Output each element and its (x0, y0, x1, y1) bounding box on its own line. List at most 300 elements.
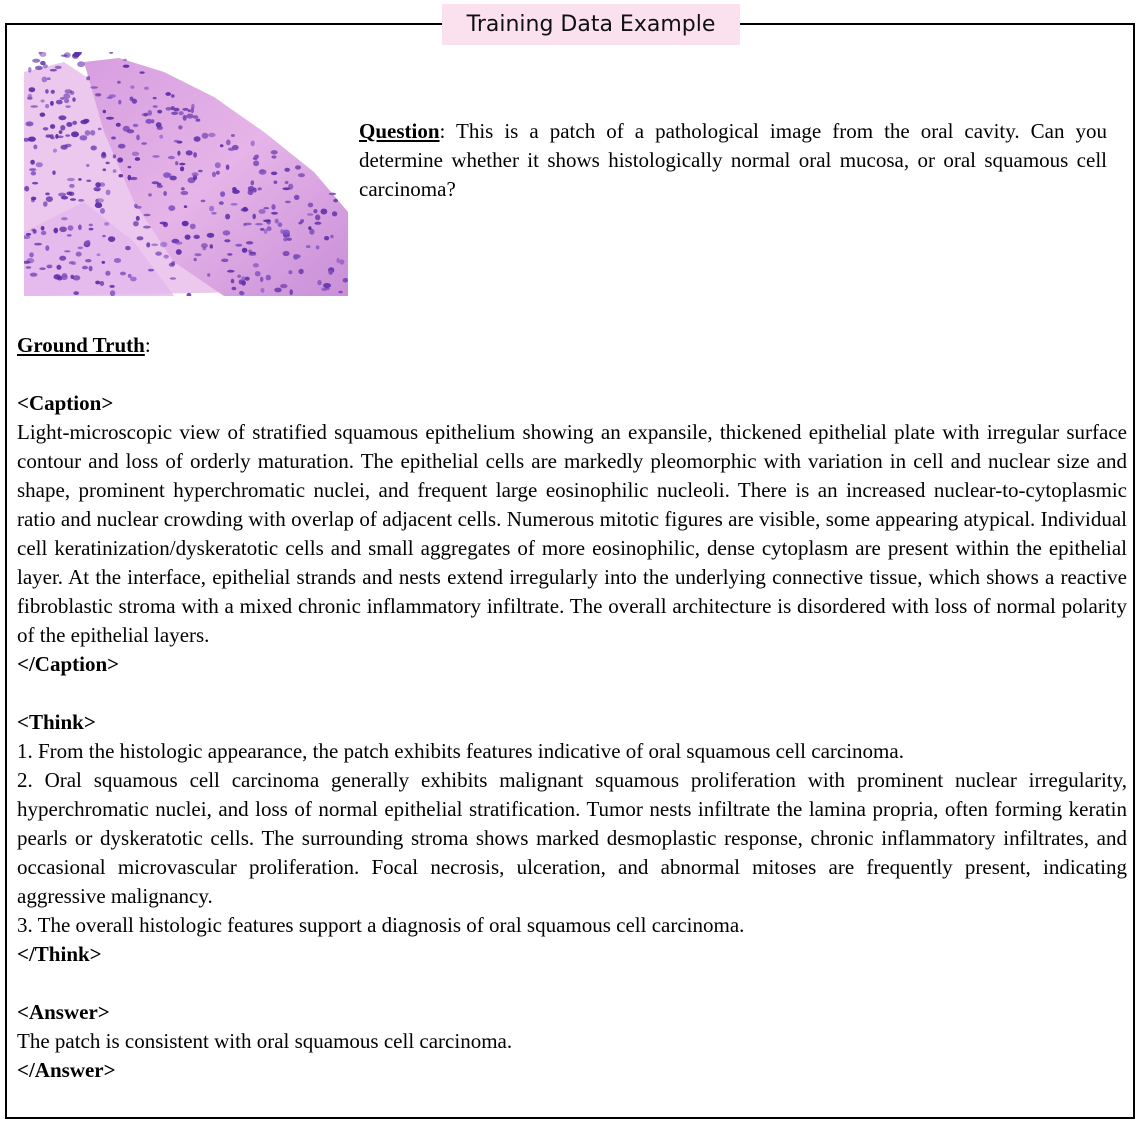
nucleus-dot (194, 136, 201, 142)
nucleus-dot (47, 77, 51, 80)
nucleus-dot (106, 162, 110, 165)
nucleus-dot (60, 125, 65, 131)
nucleus-dot (290, 289, 293, 295)
nucleus-dot (52, 171, 55, 175)
nucleus-dot (309, 229, 314, 235)
nucleus-dot (193, 115, 199, 118)
nucleus-dot (163, 172, 170, 178)
nucleus-dot (328, 270, 333, 275)
nucleus-dot (231, 203, 238, 206)
nucleus-dot (61, 196, 68, 200)
nucleus-dot (71, 131, 79, 137)
nucleus-dot (78, 225, 82, 231)
nucleus-dot (36, 162, 43, 167)
nucleus-dot (83, 119, 89, 123)
nucleus-dot (31, 171, 36, 175)
nucleus-dot (89, 266, 93, 272)
nucleus-dot (338, 291, 342, 294)
nucleus-dot (198, 170, 203, 173)
nucleus-dot (175, 241, 182, 244)
nucleus-dot (103, 110, 106, 114)
nucleus-dot (226, 140, 231, 146)
nucleus-dot (100, 208, 105, 214)
nucleus-dot (78, 247, 84, 250)
nucleus-dot (114, 258, 121, 263)
nucleus-dot (332, 211, 337, 216)
nucleus-dot (30, 273, 38, 277)
nucleus-dot (271, 150, 278, 154)
nucleus-dot (67, 234, 72, 236)
nucleus-dot (130, 85, 134, 88)
nucleus-dot (228, 148, 235, 151)
nucleus-dot (223, 230, 231, 235)
nucleus-dot (72, 121, 77, 125)
nucleus-dot (248, 190, 254, 196)
nucleus-dot (41, 231, 46, 235)
question-label: Question (359, 119, 440, 143)
nucleus-dot (51, 90, 55, 94)
nucleus-dot (308, 203, 313, 208)
nucleus-dot (98, 128, 102, 131)
nucleus-dot (106, 117, 114, 120)
nucleus-dot (72, 97, 75, 101)
nucleus-dot (288, 184, 293, 190)
nucleus-dot (181, 187, 185, 190)
nucleus-dot (285, 201, 291, 204)
nucleus-dot (27, 97, 33, 100)
nucleus-dot (104, 222, 109, 226)
nucleus-dot (54, 228, 59, 234)
nucleus-dot (171, 261, 175, 265)
nucleus-dot (86, 180, 91, 182)
nucleus-dot (231, 134, 235, 137)
nucleus-dot (202, 133, 209, 139)
nucleus-dot (255, 271, 261, 276)
nucleus-dot (339, 259, 344, 264)
nucleus-dot (133, 221, 139, 226)
nucleus-dot (255, 223, 263, 225)
nucleus-dot (65, 134, 70, 136)
nucleus-dot (168, 205, 175, 211)
nucleus-dot (108, 236, 115, 242)
nucleus-dot (145, 119, 152, 124)
nucleus-dot (30, 160, 35, 165)
nucleus-dot (260, 277, 263, 282)
nucleus-dot (41, 100, 45, 103)
think-step-1: 1. From the histologic appearance, the patch exhibits features indicative of oral squamous cell carcinoma. (17, 739, 904, 763)
nucleus-dot (62, 273, 68, 278)
nucleus-dot (171, 112, 178, 115)
nucleus-dot (69, 261, 75, 264)
nucleus-dot (313, 209, 317, 213)
nucleus-dot (182, 221, 189, 227)
nucleus-dot (239, 292, 245, 296)
nucleus-dot (117, 81, 121, 84)
nucleus-dot (76, 252, 82, 257)
nucleus-dot (64, 250, 70, 252)
nucleus-dot (101, 153, 107, 159)
nucleus-dot (95, 281, 100, 285)
nucleus-dot (152, 155, 159, 158)
nucleus-dot (324, 236, 329, 240)
nucleus-dot (50, 101, 54, 106)
nucleus-dot (46, 196, 53, 202)
nucleus-dot (117, 157, 123, 162)
nucleus-dot (196, 119, 201, 122)
nucleus-dot (34, 243, 42, 246)
nucleus-dot (307, 213, 314, 215)
nucleus-dot (95, 202, 102, 208)
nucleus-dot (73, 53, 80, 58)
nucleus-dot (298, 269, 303, 274)
nucleus-dot (135, 206, 142, 209)
nucleus-dot (26, 233, 31, 236)
nucleus-dot (284, 168, 290, 172)
nucleus-dot (93, 187, 101, 191)
nucleus-dot (271, 155, 276, 158)
nucleus-dot (274, 288, 281, 293)
nucleus-dot (266, 275, 271, 281)
nucleus-dot (239, 280, 243, 285)
nucleus-dot (96, 198, 104, 202)
nucleus-dot (110, 290, 115, 296)
think-step-2: 2. Oral squamous cell carcinoma generally exhibits malignant squamous proliferation with prominent nuclear irregularity, hyperchromatic nuclei, and loss of normal epithelial stratification. Tumor nests infiltrate the lamina propria, often forming keratin pearls or dyskeratotic cells. The surrounding stroma shows marked desmoplastic response, chronic inflammatory infiltrates, and occasional microvascular proliferation. Focal necrosis, ulceration, and abnormal mitoses are frequently present, indicating aggressive malignancy. (17, 768, 1127, 908)
nucleus-dot (107, 97, 113, 99)
nucleus-dot (183, 115, 187, 121)
nucleus-dot (251, 141, 255, 147)
nucleus-dot (133, 124, 139, 127)
nucleus-dot (109, 285, 114, 288)
nucleus-dot (140, 71, 145, 73)
nucleus-dot (163, 191, 167, 196)
nucleus-dot (260, 228, 264, 231)
nucleus-dot (337, 258, 340, 263)
nucleus-dot (181, 191, 189, 195)
nucleus-dot (253, 263, 259, 267)
think-close-tag: </Think> (17, 942, 102, 966)
ground-truth-suffix: : (144, 333, 151, 357)
ground-truth-block (17, 331, 1127, 1085)
nucleus-dot (295, 165, 301, 169)
nucleus-dot (78, 178, 81, 181)
nucleus-dot (298, 173, 305, 177)
nucleus-dot (59, 256, 66, 261)
nucleus-dot (179, 163, 185, 166)
nucleus-dot (127, 129, 135, 133)
nucleus-dot (232, 287, 237, 291)
question-block (359, 117, 1107, 204)
nucleus-dot (106, 190, 111, 196)
nucleus-dot (148, 269, 154, 272)
nucleus-dot (128, 166, 132, 168)
nucleus-dot (143, 214, 150, 217)
nucleus-dot (271, 212, 278, 215)
nucleus-dot (184, 205, 187, 208)
nucleus-dot (56, 100, 63, 105)
nucleus-dot (160, 242, 167, 247)
nucleus-dot (208, 133, 215, 137)
nucleus-dot (274, 181, 278, 184)
nucleus-dot (116, 123, 121, 127)
nucleus-dot (47, 266, 51, 269)
nucleus-dot (32, 59, 40, 63)
nucleus-dot (271, 172, 277, 176)
nucleus-dot (102, 261, 106, 264)
nucleus-dot (201, 243, 208, 248)
nucleus-dot (132, 99, 137, 104)
nucleus-dot (220, 144, 224, 147)
nucleus-dot (330, 235, 334, 239)
think-open-tag: <Think> (17, 710, 96, 734)
nucleus-dot (137, 236, 144, 240)
nucleus-dot (177, 151, 180, 156)
nucleus-dot (123, 65, 130, 68)
nucleus-dot (85, 259, 92, 262)
nucleus-dot (85, 130, 91, 136)
nucleus-dot (73, 291, 79, 295)
nucleus-dot (45, 89, 49, 94)
histology-patch-image (24, 52, 348, 296)
answer-text: The patch is consistent with oral squamous cell carcinoma. (17, 1029, 513, 1053)
nucleus-dot (65, 105, 70, 108)
nucleus-dot (90, 130, 95, 136)
nucleus-dot (45, 104, 49, 108)
question-text: : This is a patch of a pathological image from the oral cavity. Can you determine whether it shows histologically normal oral mucosa, or oral squamous cell carcinoma? (359, 119, 1107, 201)
nucleus-dot (315, 215, 320, 221)
nucleus-dot (45, 245, 49, 251)
nucleus-dot (59, 227, 67, 233)
nucleus-dot (95, 93, 101, 96)
nucleus-dot (28, 67, 32, 73)
nucleus-dot (111, 137, 116, 140)
nucleus-dot (26, 121, 34, 126)
nucleus-dot (225, 214, 230, 220)
nucleus-dot (86, 76, 90, 80)
nucleus-dot (148, 193, 152, 196)
nucleus-dot (294, 195, 300, 200)
nucleus-dot (207, 233, 215, 238)
section-title: Training Data Example (442, 4, 740, 45)
nucleus-dot (180, 166, 184, 171)
nucleus-dot (90, 86, 98, 89)
nucleus-dot (136, 216, 140, 221)
nucleus-dot (143, 113, 148, 117)
nucleus-dot (91, 146, 97, 151)
nucleus-dot (188, 109, 191, 112)
nucleus-dot (63, 93, 70, 99)
nucleus-dot (152, 181, 159, 184)
nucleus-dot (66, 122, 72, 127)
nucleus-dot (278, 222, 283, 227)
nucleus-dot (40, 61, 46, 65)
nucleus-dot (43, 127, 49, 130)
nucleus-dot (58, 115, 66, 120)
nucleus-dot (166, 107, 172, 111)
nucleus-dot (178, 125, 182, 129)
nucleus-dot (215, 162, 221, 168)
nucleus-dot (287, 238, 292, 241)
nucleus-dot (132, 152, 139, 156)
nucleus-dot (221, 259, 228, 263)
nucleus-dot (249, 252, 256, 254)
nucleus-dot (61, 55, 68, 57)
nucleus-dot (254, 155, 259, 160)
caption-close-tag: </Caption> (17, 652, 120, 676)
nucleus-dot (258, 187, 262, 190)
nucleus-dot (113, 154, 116, 158)
nucleus-dot (77, 61, 85, 67)
nucleus-dot (125, 246, 131, 250)
nucleus-dot (235, 244, 242, 247)
nucleus-dot (100, 281, 104, 286)
nucleus-dot (168, 156, 175, 159)
nucleus-dot (24, 186, 29, 192)
nucleus-dot (219, 201, 224, 205)
nucleus-dot (128, 175, 132, 181)
answer-open-tag: <Answer> (17, 1000, 110, 1024)
nucleus-dot (300, 219, 304, 223)
nucleus-dot (275, 219, 279, 224)
nucleus-dot (194, 258, 197, 262)
nucleus-dot (29, 252, 34, 257)
nucleus-dot (280, 229, 283, 234)
nucleus-dot (212, 172, 216, 178)
think-step-3: 3. The overall histologic features support a diagnosis of oral squamous cell carcinoma. (17, 913, 745, 937)
nucleus-dot (185, 235, 191, 240)
nucleus-dot (251, 180, 255, 185)
nucleus-dot (155, 252, 162, 256)
nucleus-dot (123, 59, 127, 62)
nucleus-dot (35, 66, 43, 70)
nucleus-dot (227, 253, 232, 256)
nucleus-dot (33, 229, 37, 233)
nucleus-dot (253, 188, 257, 193)
nucleus-dot (105, 271, 110, 276)
nucleus-dot (141, 142, 147, 145)
nucleus-dot (242, 248, 248, 253)
nucleus-dot (224, 239, 230, 242)
nucleus-dot (288, 270, 292, 274)
nucleus-dot (190, 224, 196, 230)
nucleus-dot (46, 134, 52, 137)
nucleus-dot (157, 110, 162, 114)
nucleus-dot (41, 226, 45, 231)
nucleus-dot (143, 226, 151, 229)
nucleus-dot (65, 89, 73, 93)
nucleus-dot (220, 191, 225, 197)
nucleus-dot (244, 223, 252, 226)
nucleus-dot (136, 135, 140, 141)
nucleus-dot (175, 161, 178, 165)
nucleus-dot (179, 111, 184, 115)
nucleus-dot (84, 241, 90, 246)
nucleus-dot (29, 168, 36, 171)
nucleus-dot (285, 181, 289, 184)
nucleus-dot (171, 94, 175, 97)
nucleus-dot (194, 253, 201, 256)
nucleus-dot (165, 92, 171, 96)
ground-truth-label: Ground Truth (17, 333, 145, 357)
nucleus-dot (66, 192, 72, 196)
nucleus-dot (67, 178, 75, 181)
nucleus-dot (82, 266, 88, 270)
nucleus-dot (283, 251, 290, 256)
ground-truth-heading (17, 331, 1127, 360)
nucleus-dot (130, 277, 137, 282)
nucleus-dot (280, 284, 287, 288)
nucleus-dot (146, 242, 150, 247)
nucleus-dot (65, 144, 72, 147)
answer-close-tag: </Answer> (17, 1058, 116, 1082)
nucleus-dot (191, 104, 195, 110)
nucleus-dot (164, 255, 169, 259)
nucleus-dot (71, 275, 74, 279)
nucleus-dot (57, 276, 63, 280)
nucleus-dot (95, 182, 101, 187)
nucleus-dot (53, 149, 57, 153)
nucleus-dot (50, 124, 55, 129)
nucleus-dot (260, 169, 264, 173)
nucleus-dot (64, 99, 69, 104)
nucleus-dot (56, 265, 61, 270)
nucleus-dot (28, 137, 36, 142)
nucleus-dot (144, 87, 149, 90)
nucleus-dot (118, 100, 121, 105)
nucleus-dot (267, 226, 272, 231)
nucleus-dot (260, 288, 264, 293)
nucleus-dot (186, 114, 193, 119)
nucleus-dot (89, 228, 94, 231)
nucleus-dot (120, 272, 126, 276)
nucleus-dot (245, 277, 250, 281)
nucleus-dot (80, 135, 88, 140)
nucleus-dot (156, 122, 162, 127)
nucleus-dot (153, 97, 157, 99)
nucleus-dot (193, 152, 197, 158)
nucleus-dot (128, 274, 132, 278)
nucleus-dot (232, 187, 237, 191)
nucleus-dot (159, 135, 163, 139)
nucleus-dot (242, 207, 247, 212)
nucleus-dot (209, 206, 214, 212)
nucleus-dot (321, 209, 328, 215)
nucleus-dot (216, 171, 220, 175)
nucleus-dot (40, 113, 46, 117)
nucleus-dot (29, 87, 36, 92)
nucleus-dot (294, 254, 301, 258)
nucleus-dot (263, 207, 269, 209)
nucleus-dot (171, 106, 175, 110)
caption-text: Light-microscopic view of stratified squamous epithelium showing an expansile, thickened epithelial plate with irregular surface contour and loss of orderly maturation. The epithelial cells are markedly pleomorphic with variation in cell and nuclear size and shape, prominent hyperchromatic nuclei, and frequent large eosinophilic nucleoli. There is an increased nuclear-to-cytoplasmic ratio and nuclear crowding with overlap of adjacent cells. Numerous mitotic figures are visible, some appearing atypical. Individual cell keratinization/dyskeratotic cells and small aggregates of more eosinophilic, dense cytoplasm are present within the epithelial layer. At the interface, epithelial strands and nests extend irregularly into the underlying connective tissue, which shows a reactive fibroblastic stroma with a mixed chronic inflammatory infiltrate. The overall architecture is disordered with loss of normal polarity of the epithelial layers. (17, 420, 1127, 647)
nucleus-dot (43, 201, 48, 207)
nucleus-dot (119, 174, 124, 177)
nucleus-dot (45, 193, 50, 196)
nucleus-dot (78, 199, 84, 202)
nucleus-dot (102, 235, 106, 237)
nucleus-dot (68, 225, 74, 230)
nucleus-dot (135, 157, 140, 161)
nucleus-dot (55, 134, 58, 139)
caption-open-tag: <Caption> (17, 391, 114, 415)
nucleus-dot (42, 77, 48, 83)
nucleus-dot (153, 105, 158, 108)
nucleus-dot (264, 229, 268, 234)
nucleus-dot (89, 224, 93, 227)
nucleus-dot (103, 168, 107, 171)
nucleus-dot (210, 244, 213, 248)
nucleus-dot (50, 69, 57, 72)
nucleus-dot (69, 184, 75, 188)
